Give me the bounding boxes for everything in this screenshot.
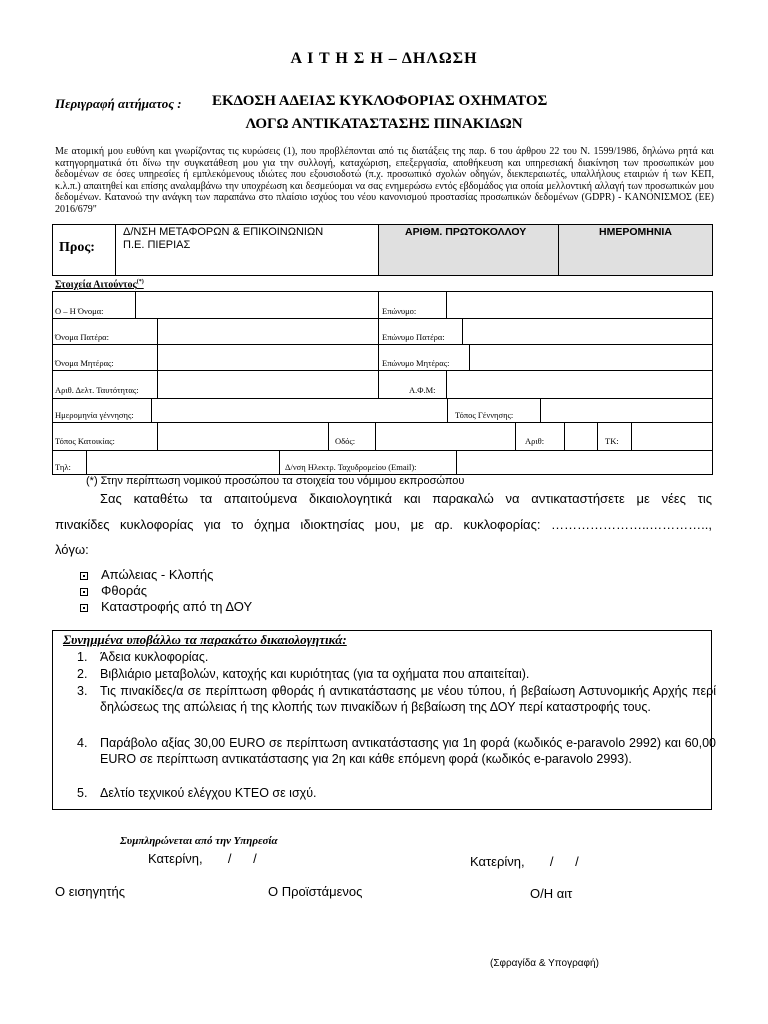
recipient-line-1: Δ/ΝΣΗ ΜΕΤΑΦΟΡΩΝ & ΕΠΙΚΟΙΝΩΝΙΩΝ — [123, 226, 324, 238]
attachments-heading: Συνημμένα υποβάλλω τα παρακάτω δικαιολογητικά: — [63, 632, 347, 647]
reason-destruction: Καταστροφής από τη ΔΟΥ — [101, 599, 253, 614]
request-text-line-1: Σας καταθέτω τα απαιτούμενα δικαιολογητικά και παρακαλώ να αντικαταστήσετε με νέες τις — [100, 491, 712, 506]
supervisor-label: Ο Προϊστάμενος — [268, 884, 363, 899]
service-date: Κατερίνη, / / — [148, 851, 257, 866]
service-use-heading: Συμπληρώνεται από την Υπηρεσία — [120, 835, 278, 847]
mother-name-label: Όνομα Μητέρας: — [55, 358, 114, 368]
residence-label: Τόπος Κατοικίας: — [55, 436, 115, 446]
email-label: Δ/νση Ηλεκτρ. Ταχυδρομείου (Email): — [285, 462, 417, 472]
recipient-label: Προς: — [59, 240, 95, 255]
reason-checkbox-damage[interactable] — [80, 588, 88, 596]
street-label: Οδός: — [335, 436, 356, 446]
surname-label: Επώνυμο: — [382, 306, 417, 316]
reason-checkbox-destruction[interactable] — [80, 604, 88, 612]
description-line-2: ΛΟΓΩ ΑΝΤΙΚΑΤΑΣΤΑΣΗΣ ΠΙΝΑΚΙΔΩΝ — [245, 116, 523, 132]
birth-date-label: Ημερομηνία γέννησης: — [55, 410, 134, 420]
reason-checkbox-loss[interactable] — [80, 572, 88, 580]
phone-label: Τηλ: — [55, 462, 71, 472]
recipient-table — [52, 224, 713, 276]
date-label: ΗΜΕΡΟΜΗΝΙΑ — [599, 226, 672, 238]
street-number-label: Αριθ: — [525, 436, 545, 446]
request-text-line-2: πινακίδες κυκλοφορίας για το όχημα ιδιοκτησίας μου, με αρ. κυκλοφορίας: …………………..………….., — [55, 517, 712, 532]
id-number-label: Αριθ. Δελτ. Ταυτότητας: — [55, 385, 139, 395]
stamp-signature-label: (Σφραγίδα & Υπογραφή) — [490, 958, 599, 969]
birth-place-label: Τόπος Γέννησης: — [455, 410, 514, 420]
rapporteur-label: Ο εισηγητής — [55, 884, 126, 899]
legal-person-footnote: (*) Στην περίπτωση νομικού προσώπου τα στοιχεία του νόμιμου εκπροσώπου — [86, 475, 465, 487]
description-line-1: ΕΚΔΟΣΗ ΑΔΕΙΑΣ ΚΥΚΛΟΦΟΡΙΑΣ ΟΧΗΜΑΤΟΣ — [212, 93, 548, 109]
afm-label: Α.Φ.Μ: — [409, 385, 436, 395]
applicant-heading: Στοιχεία Αιτούντος(*) — [55, 279, 144, 291]
postcode-label: ΤΚ: — [605, 436, 619, 446]
recipient-line-2: Π.Ε. ΠΙΕΡΙΑΣ — [123, 239, 191, 251]
reason-loss-theft: Απώλειας - Κλοπής — [101, 567, 214, 582]
mother-surname-label: Επώνυμο Μητέρας: — [382, 358, 450, 368]
name-label: Ο – Η Όνομα: — [55, 306, 104, 316]
reason-label: λόγω: — [55, 542, 89, 557]
father-name-label: Όνομα Πατέρα: — [55, 332, 110, 342]
protocol-number-label: ΑΡΙΘΜ. ΠΡΩΤΟΚΟΛΛΟΥ — [405, 226, 527, 238]
applicant-signature-label: Ο/Η αιτ — [530, 886, 573, 901]
description-label: Περιγραφή αιτήματος : — [55, 96, 182, 111]
reason-damage: Φθοράς — [101, 583, 148, 598]
form-title: Α Ι Τ Η Σ Η – ΔΗΛΩΣΗ — [290, 50, 478, 67]
applicant-details-table — [52, 291, 713, 475]
consent-paragraph: Με ατομική μου ευθύνη και γνωρίζοντας τις κυρώσεις (1), που προβλέπονται από τις διατάξεις της παρ. 6 του άρθρου 22 του Ν. 1599/1986, δηλώνω ρητά και κατηγορηματικά ότι δίνω την συγκατάθεση μου για την συλλογή, καταχώριση, επεξεργασία, αποθήκευση και υπηρεσιακή διακίνηση των προσωπικών μου δεδομένων σε όσες υπηρεσίες ή εμπλεκόμενους ιδιώτες που εξουσιοδοτώ (π.χ. προσωπικό σχολών οδηγών, διεκπεραιωτές, υπαλλήλους εταιριών ή των ΚΕΠ, κ.λ.π.) απαιτηθεί και επίσης αναλαμβάνω την υποχρέωση και δεσμεύομαι να σας ενημερώσω εντός εβδομάδος για οποία μελλοντική αλλαγή των προσωπικών μου δεδομένων. Κατανοώ την ανάγκη των παραπάνω στο πλαίσιο ισχύος του νέου κανονισμού προστασίας προσωπικών δεδομένων (GDPR) - ΚΑΝΟΝΙΣΜΟΣ (ΕΕ) 2016/679" — [55, 146, 714, 215]
applicant-date: Κατερίνη, / / — [470, 854, 579, 869]
father-surname-label: Επώνυμο Πατέρα: — [382, 332, 445, 342]
